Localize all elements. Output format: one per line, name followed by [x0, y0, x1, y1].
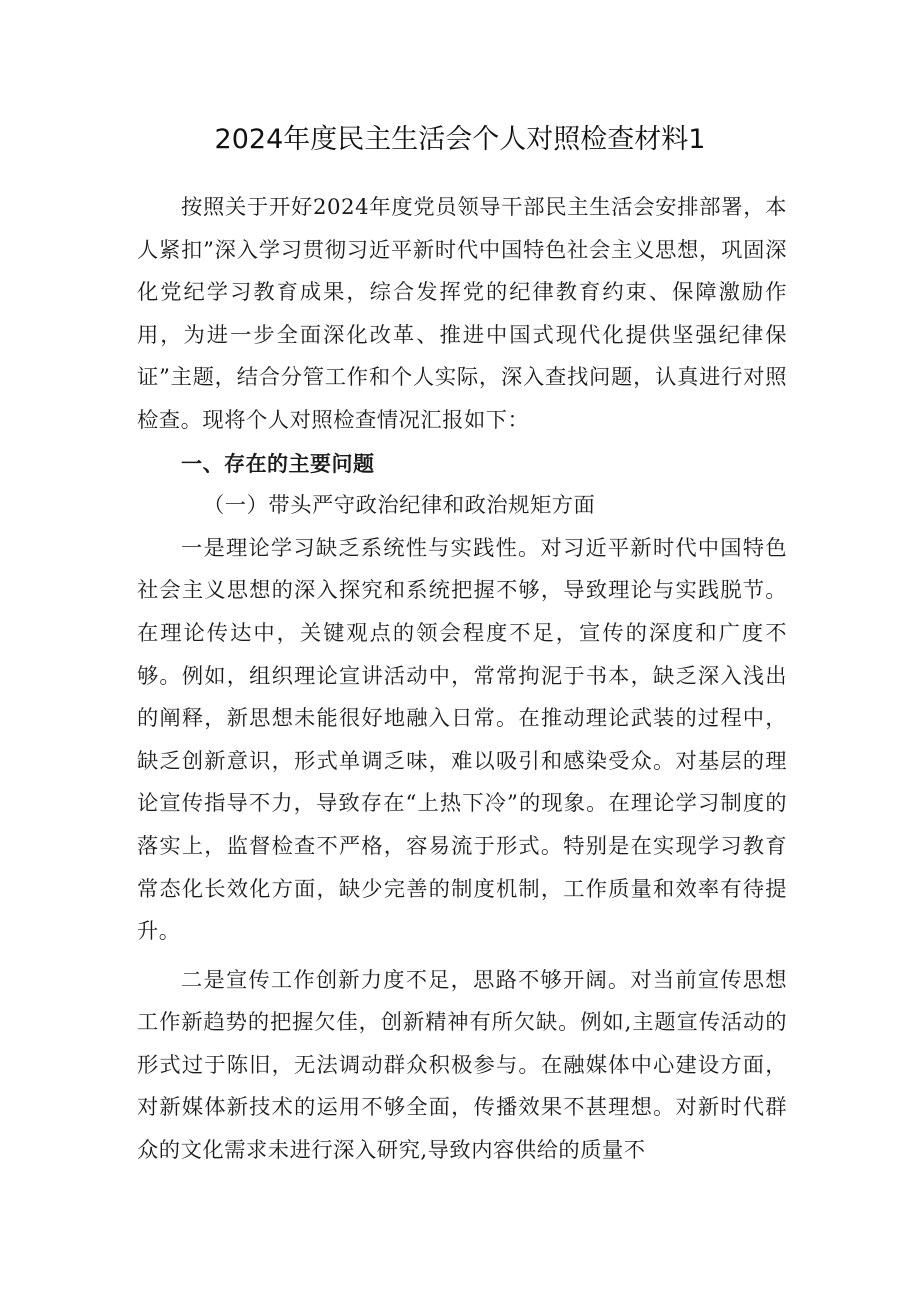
section-heading: 一、存在的主要问题: [181, 451, 375, 476]
subsection-heading: （一）带头严守政治纪律和政治规矩方面: [203, 493, 596, 519]
point-paragraph-2: 二是宣传工作创新力度不足，思路不够开阔。对当前宣传思想工作新趋势的把握欠佳，创新精神有所欠缺。例如,主题宣传活动的形式过于陈旧，无法调动群众积极参与。在融媒体中心建设方面，对新媒体新技术的运用不够全面，传播效果不甚理想。对新时代群众的文化需求未进行深入研究,导致内容供给的质量不: [137, 967, 787, 1164]
document-title: 2024年度民主生活会个人对照检查材料1: [214, 124, 706, 155]
point-paragraph-1: 一是理论学习缺乏系统性与实践性。对习近平新时代中国特色社会主义思想的深入探究和系统把握不够，导致理论与实践脱节。在理论传达中，关键观点的领会程度不足，宣传的深度和广度不够。例如，组织理论宣讲活动中，常常拘泥于书本，缺乏深入浅出的阐释，新思想未能很好地融入日常。在推动理论武装的过程中，缺乏创新意识，形式单调乏味，难以吸引和感染受众。对基层的理论宣传指导不力，导致存在“上热下冷”的现象。在理论学习制度的落实上，监督检查不严格，容易流于形式。特别是在实现学习教育常态化长效化方面，缺少完善的制度机制，工作质量和效率有待提升。: [137, 535, 787, 945]
intro-paragraph: 按照关于开好2024年度党员领导干部民主生活会安排部署，本人紧扣”深入学习贯彻习近平新时代中国特色社会主义思想，巩固深化党纪学习教育成果，综合发挥党的纪律教育约束、保障激励作用，为进一步全面深化改革、推进中国式现代化提供坚强纪律保证”主题，结合分管工作和个人实际，深入查找问题，认真进行对照检查。现将个人对照检查情况汇报如下：: [137, 195, 787, 433]
document-body: [137, 187, 787, 1173]
